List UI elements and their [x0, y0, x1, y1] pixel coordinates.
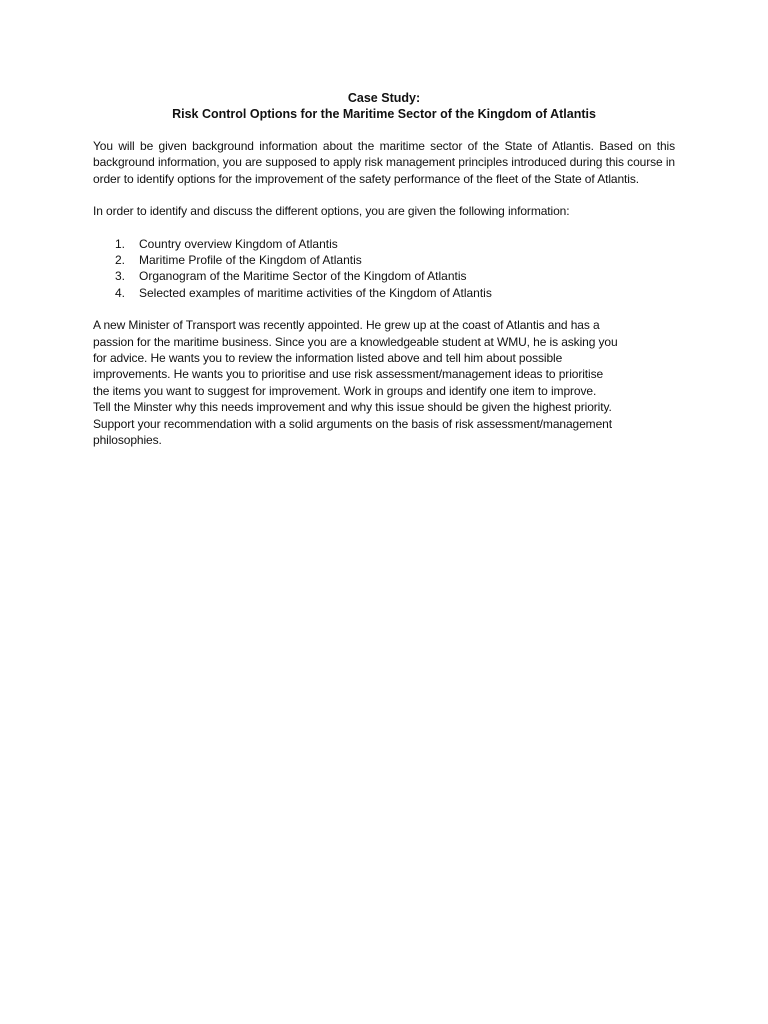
list-item — [93, 252, 675, 268]
list-item — [93, 285, 675, 301]
info-intro-paragraph: In order to identify and discuss the different options, you are given the following information: — [93, 204, 570, 219]
list-item-text: Selected examples of maritime activities of the Kingdom of Atlantis — [139, 285, 492, 300]
list-item — [93, 236, 675, 252]
paragraph-line: Support your recommendation with a solid arguments on the basis of risk assessment/management — [93, 416, 612, 431]
paragraph-line: for advice. He wants you to review the information listed above and tell him about possible — [93, 351, 563, 366]
title-line-2: Risk Control Options for the Maritime Sector of the Kingdom of Atlantis — [172, 107, 596, 121]
list-item-number: 4. — [115, 285, 126, 300]
document-content — [93, 90, 675, 449]
title-line-1: Case Study: — [347, 91, 421, 105]
list-item-number: 1. — [115, 236, 126, 251]
list-item — [93, 268, 675, 284]
paragraph-line: improvements. He wants you to prioritise and use risk assessment/management ideas to prioritise — [93, 367, 604, 382]
minister-paragraph — [93, 317, 675, 448]
list-item-text: Country overview Kingdom of Atlantis — [139, 236, 338, 251]
list-item-text: Maritime Profile of the Kingdom of Atlantis — [139, 253, 362, 268]
paragraph-line: passion for the maritime business. Since you are a knowledgeable student at WMU, he is asking you — [93, 334, 618, 349]
list-item-number: 2. — [115, 253, 126, 268]
paragraph-line: Tell the Minster why this needs improvement and why this issue should be given the highest priority. — [93, 400, 612, 415]
intro-paragraph: You will be given background information about the maritime sector of the State of Atlantis. Based on this background information, you are supposed to apply risk management principles introduced during this course in order to identify options for the improvement of the safety performance of the fleet of the State of Atlantis. — [93, 139, 675, 186]
paragraph-line: philosophies. — [93, 433, 162, 448]
information-list — [93, 236, 675, 302]
list-item-number: 3. — [115, 269, 126, 284]
list-item-text: Organogram of the Maritime Sector of the Kingdom of Atlantis — [139, 269, 467, 284]
paragraph-line: the items you want to suggest for improvement. Work in groups and identify one item to improve. — [93, 383, 597, 398]
document-title — [93, 90, 675, 122]
paragraph-line: A new Minister of Transport was recently appointed. He grew up at the coast of Atlantis and has a — [93, 318, 600, 333]
